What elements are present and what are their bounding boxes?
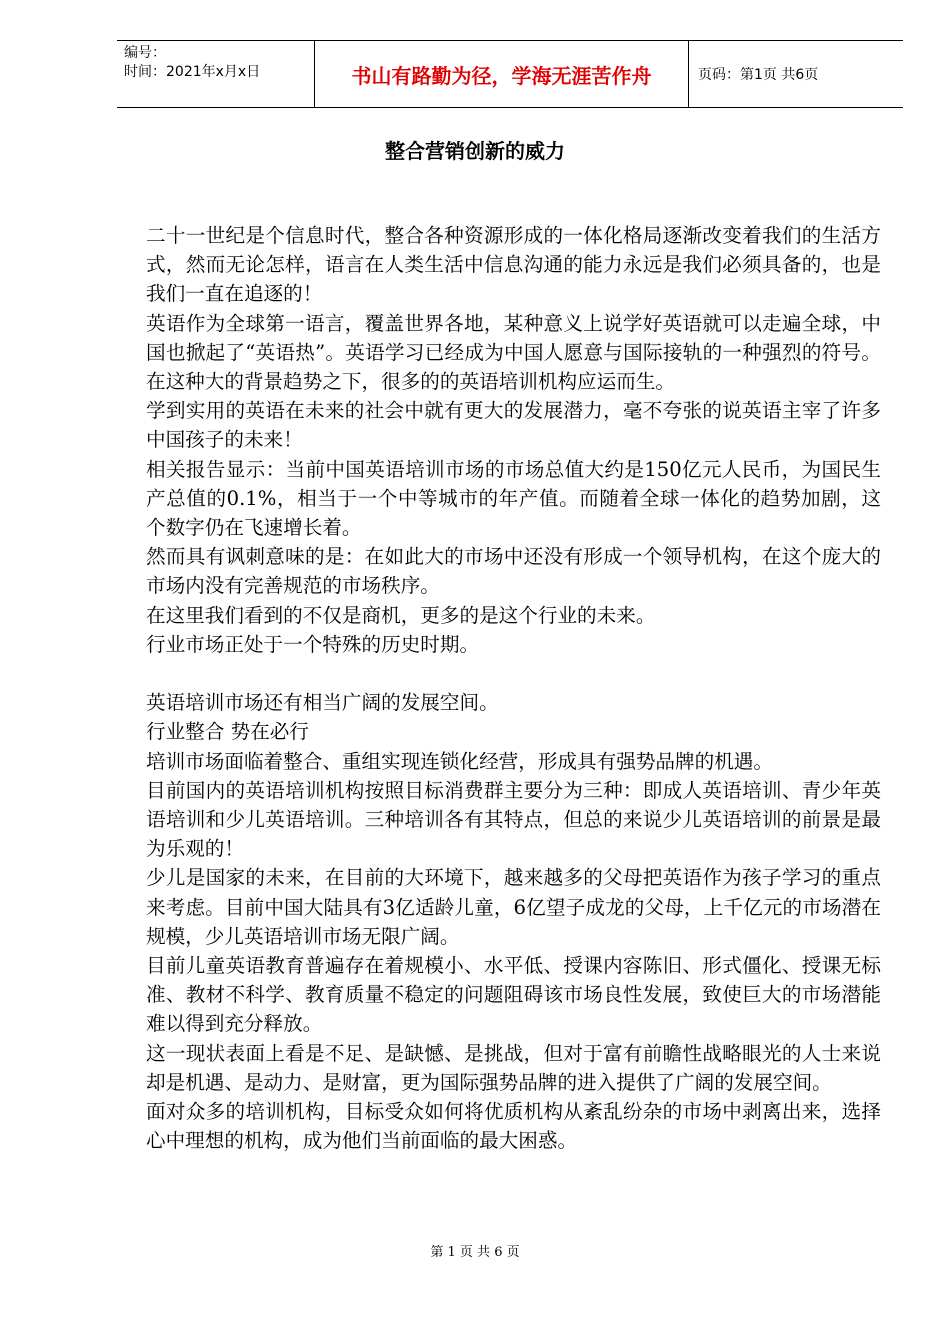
page-header <box>117 40 903 108</box>
paragraph: 在这里我们看到的不仅是商机，更多的是这个行业的未来。 <box>146 603 656 627</box>
header-motto: 书山有路勤为径，学海无涯苦作舟 <box>315 41 689 107</box>
paragraph: 目前国内的英语培训机构按照目标消费群主要分为三种：即成人英语培训、青少年英语培训和少儿英语培训。三种培训各有其特点，但总的来说少儿英语培训的前景是最为乐观的！ <box>146 778 881 861</box>
paragraph: 面对众多的培训机构，目标受众如何将优质机构从紊乱纷杂的市场中剥离出来，选择心中理想的机构，成为他们当前面临的最大困惑。 <box>146 1100 881 1153</box>
paragraph: 少儿是国家的未来，在目前的大环境下，越来越多的父母把英语作为孩子学习的重点来考虑。目前中国大陆具有3亿适龄儿童，6亿望子成龙的父母，上千亿元的市场潜在规模，少儿英语培训市场无限广阔。 <box>146 866 881 948</box>
paragraph: 相关报告显示：当前中国英语培训市场的市场总值大约是150亿元人民币，为国民生产总值的0.1%，相当于一个中等城市的年产值。而随着全球一体化的趋势加剧，这个数字仍在飞速增长着。 <box>146 457 881 540</box>
paragraph: 二十一世纪是个信息时代，整合各种资源形成的一体化格局逐渐改变着我们的生活方式，然而无论怎样，语言在人类生活中信息沟通的能力永远是我们必须具备的，也是我们一直在追逐的！ <box>146 224 881 306</box>
paragraph: 然而具有讽刺意味的是：在如此大的市场中还没有形成一个领导机构，在这个庞大的市场内没有完善规范的市场秩序。 <box>146 545 881 598</box>
paragraph: 英语作为全球第一语言，覆盖世界各地，某种意义上说学好英语就可以走遍全球，中国也掀起了“英语热”。英语学习已经成为中国人愿意与国际接轨的一种强烈的符号。在这种大的背景趋势之下，很多的的英语培训机构应运而生。 <box>146 311 881 394</box>
paragraph: 培训市场面临着整合、重组实现连锁化经营，形成具有强势品牌的机遇。 <box>146 749 773 773</box>
paragraph: 英语培训市场还有相当广阔的发展空间。 <box>146 691 499 715</box>
document-title: 整合营销创新的威力 <box>385 139 565 163</box>
document-number-label: 编号： <box>124 45 166 61</box>
paragraph: 目前儿童英语教育普遍存在着规模小、水平低、授课内容陈旧、形式僵化、授课无标准、教材不科学、教育质量不稳定的问题阻碍该市场良性发展，致使巨大的市场潜能难以得到充分释放。 <box>146 954 881 1036</box>
paragraph-spacer <box>146 659 881 688</box>
header-page-info: 页码：第1页 共6页 <box>698 67 819 83</box>
header-meta <box>117 41 315 107</box>
paragraph: 行业市场正处于一个特殊的历史时期。 <box>146 632 480 656</box>
document-body <box>146 221 881 1155</box>
section-heading: 行业整合 势在必行 <box>146 720 309 744</box>
page-footer-number: 第 1 页 共 6 页 <box>430 1245 520 1260</box>
paragraph: 学到实用的英语在未来的社会中就有更大的发展潜力，毫不夸张的说英语主宰了许多中国孩子的未来！ <box>146 399 881 452</box>
paragraph: 这一现状表面上看是不足、是缺憾、是挑战，但对于富有前瞻性战略眼光的人士来说却是机遇、是动力、是财富，更为国际强势品牌的进入提供了广阔的发展空间。 <box>146 1041 881 1094</box>
document-time-label: 时间：2021年x月x日 <box>124 64 261 80</box>
